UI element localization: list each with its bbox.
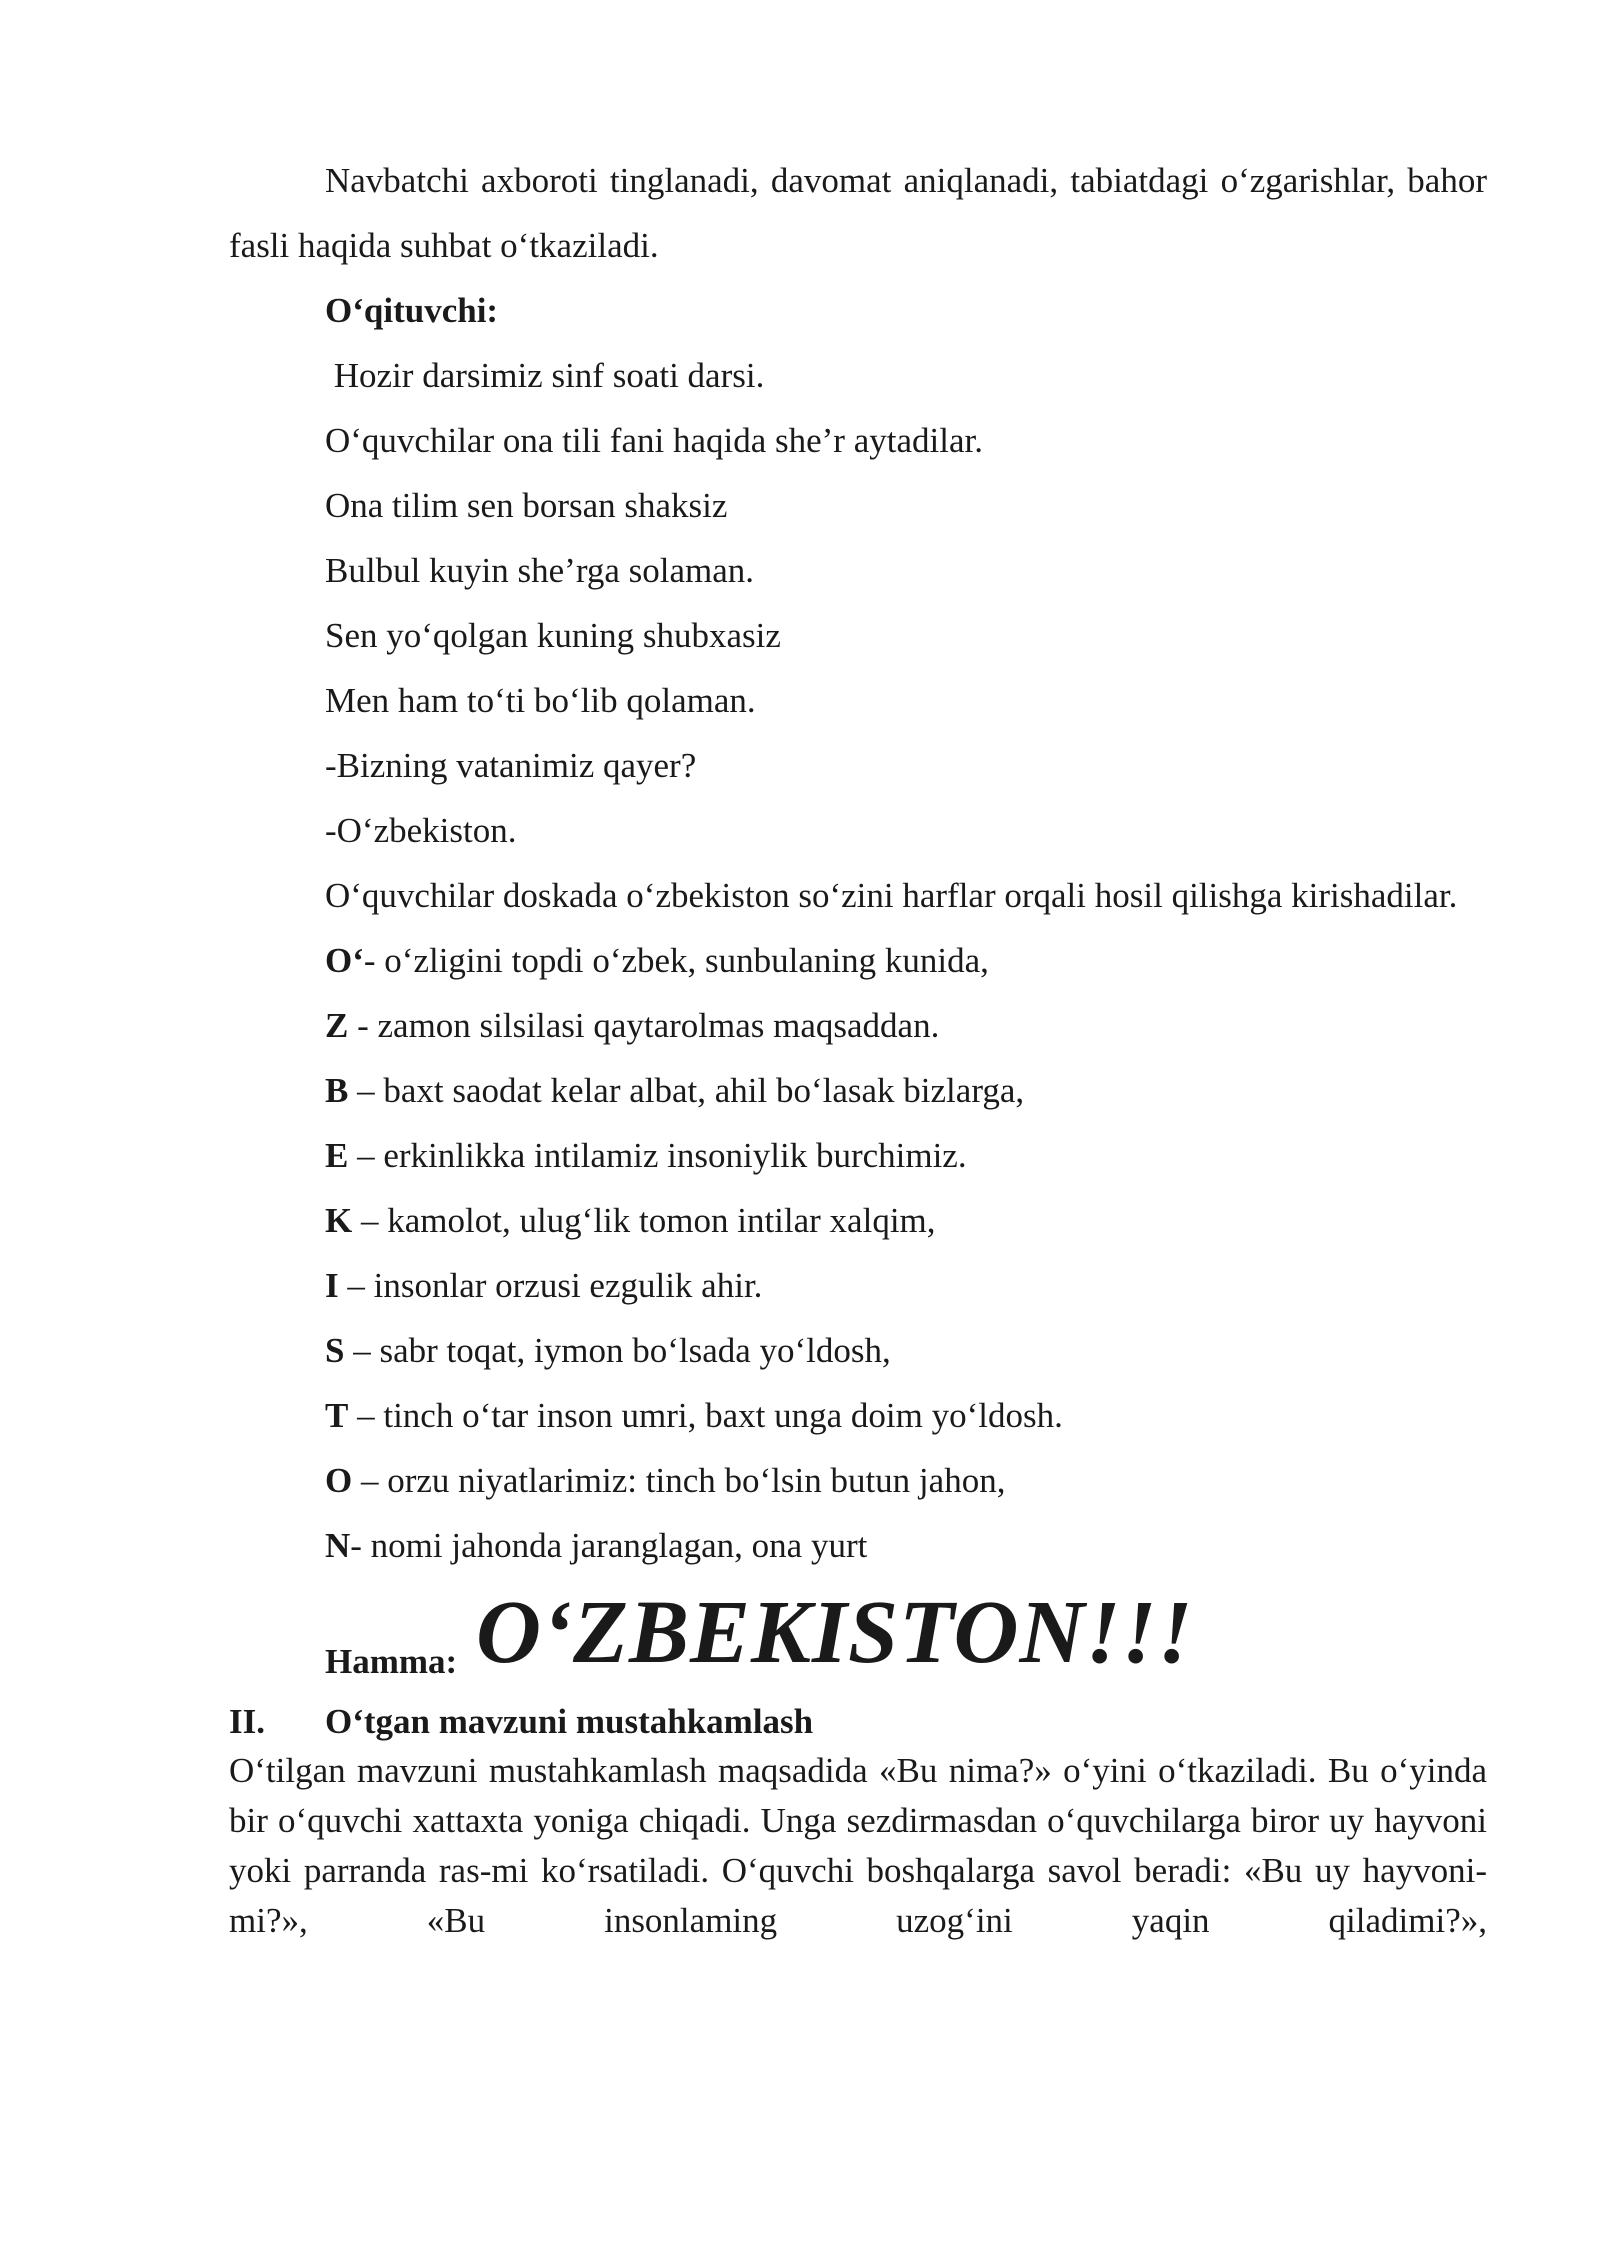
acrostic-text: – tinch o‘tar inson umri, baxt unga doim yo‘ldosh.	[348, 1396, 1063, 1435]
acrostic-text: – orzu niyatlarimiz: tinch bo‘lsin butun jahon,	[352, 1461, 1006, 1500]
board-task-paragraph: O‘quvchilar doskada o‘zbekiston so‘zini harflar orqali hosil qilishga kirishadilar.	[325, 876, 1458, 915]
poem-line: Ona tilim sen borsan shaksiz	[325, 486, 728, 525]
section-title: O‘tgan mavzuni mustahkamlash	[325, 1702, 814, 1741]
acrostic-letter: O‘	[325, 941, 364, 980]
acrostic-letter: E	[325, 1136, 349, 1175]
section-heading	[229, 1698, 1487, 1746]
acrostic-text: – insonlar orzusi ezgulik ahir.	[338, 1266, 763, 1305]
poem-line: Sen yo‘qolgan kuning shubxasiz	[325, 616, 781, 655]
acrostic-letter: O	[325, 1461, 353, 1500]
question-line: -Bizning vatanimiz qayer?	[325, 746, 697, 785]
acrostic-text: – sabr toqat, iymon bo‘lsada yo‘ldosh,	[344, 1331, 891, 1370]
poem-intro: O‘quvchilar ona tili fani haqida she’r aytadilar.	[325, 421, 983, 460]
poem-line: Men ham to‘ti bo‘lib qolaman.	[325, 681, 756, 720]
acrostic-letter: N	[325, 1526, 351, 1565]
intro-paragraph: Navbatchi axboroti tinglanadi, davomat aniqlanadi, tabiatdagi o‘zgarishlar, bahor fasli haqida suhbat o‘tkaziladi.	[229, 161, 1487, 265]
acrostic-text: – kamolot, ulug‘lik tomon intilar xalqim,	[352, 1201, 936, 1240]
acrostic-letter: B	[325, 1071, 349, 1110]
acrostic-line	[229, 1383, 1487, 1448]
acrostic-line	[229, 1123, 1487, 1188]
acrostic-text: – baxt saodat kelar albat, ahil bo‘lasak bizlarga,	[348, 1071, 1025, 1110]
hamma-row	[229, 1583, 1487, 1690]
acrostic-letter: I	[325, 1266, 339, 1305]
acrostic-letter: S	[325, 1331, 345, 1370]
document-body	[229, 148, 1487, 1946]
answer-line: -O‘zbekiston.	[325, 811, 517, 850]
acrostic-text: - o‘zligini topdi o‘zbek, sunbulaning kunida,	[363, 941, 989, 980]
teacher-line: Hozir darsimiz sinf soati darsi.	[325, 356, 765, 395]
teacher-label: O‘qituvchi:	[325, 291, 499, 330]
acrostic-letter: K	[325, 1201, 353, 1240]
acrostic-text: – erkinlikka intilamiz insoniylik burchimiz.	[348, 1136, 967, 1175]
section-paragraph: O‘tilgan mavzuni mustahkamlash maqsadida «Bu nima?» o‘yini o‘tkaziladi. Bu o‘yinda bir o‘quvchi xattaxta yoniga chiqadi. Unga sezdirmasdan o‘quvchilarga biror uy hayvoni yoki parranda ras-mi ko‘rsatiladi. O‘quvchi boshqalarga savol beradi: «Bu uy hayvoni-mi?», «Bu insonlaming uzog‘ini yaqin qiladimi?»,	[229, 1751, 1487, 1940]
acrostic-line	[229, 1058, 1487, 1123]
section-number: II.	[229, 1702, 265, 1741]
poem-line: Bulbul kuyin she’rga solaman.	[325, 551, 755, 590]
hamma-word: O‘ZBEKISTON!!!	[476, 1583, 1194, 1682]
hamma-label: Hamma:	[325, 1642, 458, 1681]
acrostic-letter: T	[325, 1396, 349, 1435]
acrostic-line	[229, 1513, 1487, 1578]
acrostic-letter: Z	[325, 1006, 349, 1045]
acrostic-text: - nomi jahonda jaranglagan, ona yurt	[350, 1526, 868, 1565]
acrostic-line	[229, 993, 1487, 1058]
acrostic-line	[229, 1253, 1487, 1318]
acrostic-line	[229, 928, 1487, 993]
acrostic-text: - zamon silsilasi qaytarolmas maqsaddan.	[348, 1006, 940, 1045]
acrostic-line	[229, 1188, 1487, 1253]
acrostic-line	[229, 1318, 1487, 1383]
acrostic-line	[229, 1448, 1487, 1513]
